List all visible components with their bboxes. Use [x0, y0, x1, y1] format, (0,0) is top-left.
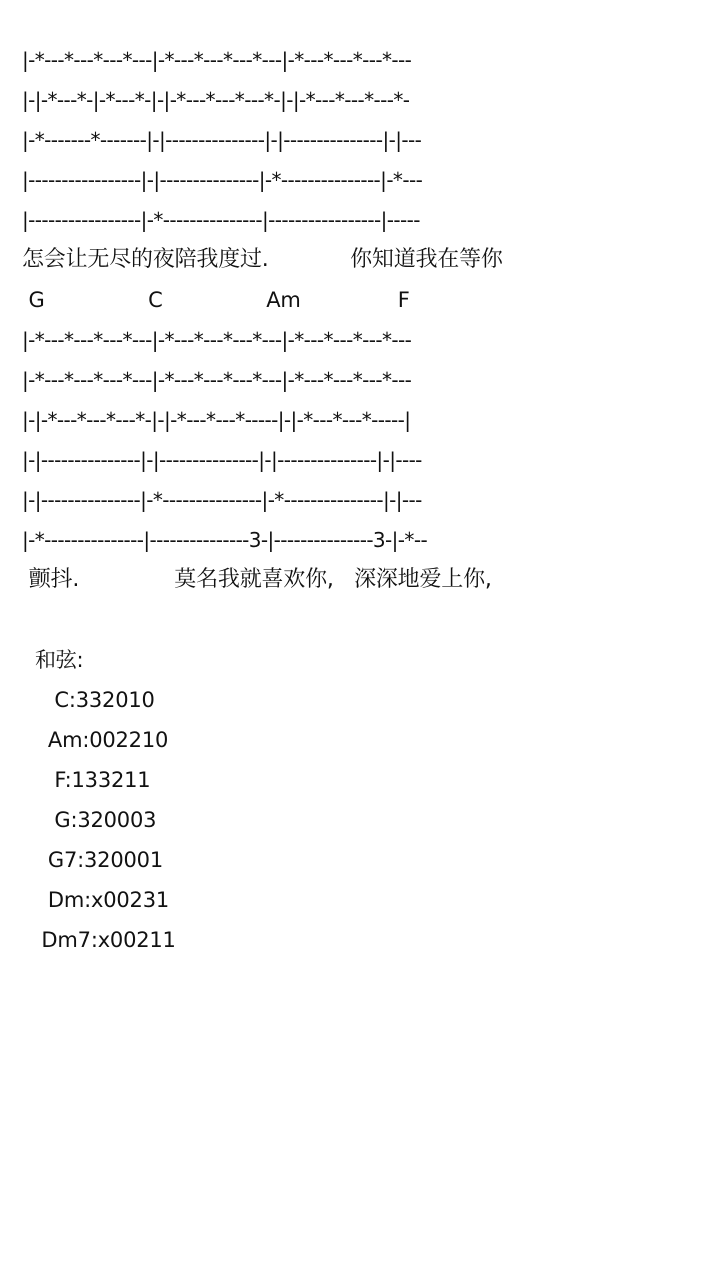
tab-line: |-|---------------|-*---------------|-*---------------|-|--- [22, 488, 422, 512]
tab-line: |-*---*---*---*---|-*---*---*---*---|-*---*---*---*--- [22, 48, 412, 72]
tab-line: |-*---*---*---*---|-*---*---*---*---|-*---*---*---*--- [22, 368, 412, 392]
tab-line: |-----------------|-*---------------|-----------------|----- [22, 208, 420, 232]
chord-item: Dm:x00231 [22, 888, 170, 912]
tab-line: |-|-*---*---*---*-|-|-*---*---*-----|-|-*---*---*-----| [22, 408, 411, 432]
chord-item: F:133211 [22, 768, 151, 792]
tab-line: |-----------------|-|---------------|-*---------------|-*--- [22, 168, 423, 192]
chord-names-line: G C Am F [22, 288, 410, 312]
chords-title: 和弦: [22, 648, 84, 672]
chord-item: Dm7:x00211 [22, 928, 176, 952]
tab-line: |-*-------*-------|-|---------------|-|---------------|-|--- [22, 128, 422, 152]
lyric-line: 颤抖. 莫名我就喜欢你, 深深地爱上你, [22, 567, 492, 592]
tab-line: |-*---*---*---*---|-*---*---*---*---|-*---*---*---*--- [22, 328, 412, 352]
chord-item: G:320003 [22, 808, 157, 832]
lyric-line: 怎会让无尽的夜陪我度过. 你知道我在等你 [22, 247, 503, 272]
chord-item: G7:320001 [22, 848, 163, 872]
tab-line: |-|-*---*-|-*---*-|-|-*---*---*---*-|-|-*---*---*---*- [22, 88, 410, 112]
chord-item: C:332010 [22, 688, 155, 712]
tab-line: |-|---------------|-|---------------|-|---------------|-|---- [22, 448, 422, 472]
tab-line: |-*---------------|---------------3-|---------------3-|-*-- [22, 528, 428, 552]
chord-item: Am:002210 [22, 728, 169, 752]
